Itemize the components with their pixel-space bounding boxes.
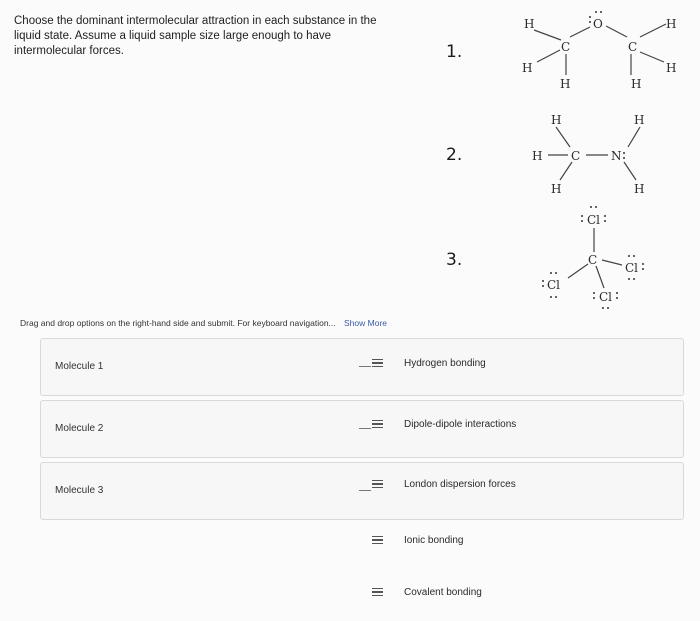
option-dipole-dipole[interactable] xyxy=(372,414,672,434)
drag-handle-icon[interactable] xyxy=(372,420,383,428)
option-hydrogen-bonding[interactable] xyxy=(372,353,672,373)
molecule-2-atom: H xyxy=(634,113,645,127)
molecule-3-structure xyxy=(542,206,644,309)
drop-connector xyxy=(359,366,371,367)
question-line: liquid state. Assume a liquid sample size large enough to have xyxy=(14,30,332,42)
molecule-3-atom: Cl xyxy=(587,213,601,227)
molecule-2-atom: H xyxy=(634,182,645,196)
drop-target-label: Molecule 3 xyxy=(55,485,104,496)
option-label: Hydrogen bonding xyxy=(404,357,486,369)
option-covalent-bonding[interactable] xyxy=(372,582,672,602)
molecule-1-number: 1. xyxy=(446,42,463,62)
drop-target-label: Molecule 1 xyxy=(55,361,104,372)
molecule-3-atom: C xyxy=(588,253,598,267)
molecule-2-atom: H xyxy=(551,113,562,127)
option-label: Ionic bonding xyxy=(404,534,464,546)
molecule-1-atom: C xyxy=(561,40,571,54)
molecule-1-atom: H xyxy=(524,17,535,31)
drop-connector xyxy=(359,490,371,491)
molecule-1-atom: H xyxy=(666,61,677,75)
molecule-1-atom: H xyxy=(522,61,533,75)
option-ionic-bonding[interactable] xyxy=(372,530,672,550)
question-line: intermolecular forces. xyxy=(14,45,124,57)
molecule-3-atom: Cl xyxy=(625,261,639,275)
molecule-2-atom: C xyxy=(571,149,581,163)
instructions-text: Drag and drop options on the right-hand side and submit. For keyboard navigation... xyxy=(20,318,336,328)
molecule-1-atom: H xyxy=(560,77,571,91)
option-label: Covalent bonding xyxy=(404,586,482,598)
molecule-2-structure xyxy=(532,113,644,196)
molecule-1-atom: H xyxy=(666,17,677,31)
show-more-link[interactable]: Show More xyxy=(344,318,388,328)
molecule-2-atom: N xyxy=(611,149,622,163)
option-label: London dispersion forces xyxy=(404,478,516,490)
molecule-2-atom: H xyxy=(532,149,543,163)
molecule-2-atom: H xyxy=(551,182,562,196)
drop-connector xyxy=(359,428,371,429)
option-london-dispersion[interactable] xyxy=(372,474,672,494)
drag-drop-instructions xyxy=(20,318,387,328)
drag-handle-icon[interactable] xyxy=(372,588,383,596)
drag-handle-icon[interactable] xyxy=(372,536,383,544)
question-line: Choose the dominant intermolecular attraction in each substance in the xyxy=(14,15,377,27)
molecule-1-atom: O xyxy=(593,17,603,31)
molecule-3-atom: Cl xyxy=(547,278,561,292)
drop-target-label: Molecule 2 xyxy=(55,423,104,434)
molecule-2-number: 2. xyxy=(446,145,463,165)
molecule-1-atom: C xyxy=(628,40,638,54)
option-label: Dipole-dipole interactions xyxy=(404,418,517,430)
molecule-3-number: 3. xyxy=(446,250,463,270)
molecule-1-structure xyxy=(522,11,676,91)
molecule-3-atom: Cl xyxy=(599,290,613,304)
drag-handle-icon[interactable] xyxy=(372,359,383,367)
drag-handle-icon[interactable] xyxy=(372,480,383,488)
molecule-1-atom: H xyxy=(631,77,642,91)
